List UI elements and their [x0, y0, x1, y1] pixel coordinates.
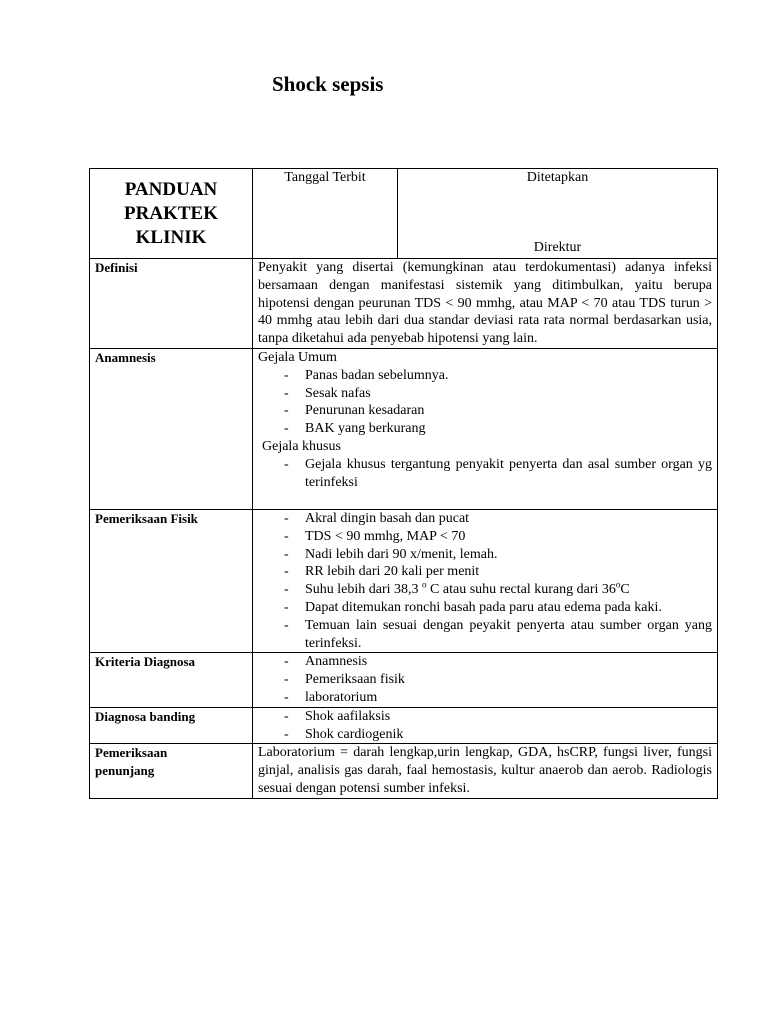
list-item: - Akral dingin basah dan pucat: [280, 510, 712, 528]
anamnesis-content: [253, 348, 718, 509]
ditetapkan-cell: [398, 169, 718, 259]
pemeriksaan-fisik-label: Pemeriksaan Fisik: [90, 509, 253, 652]
list-item: - Shok cardiogenik: [280, 726, 712, 744]
list-item: - Sesak nafas: [280, 385, 712, 403]
degree-mark: o: [422, 579, 427, 590]
header-row: [90, 169, 718, 259]
gejala-umum-list: [258, 367, 712, 438]
list-item: - TDS < 90 mmhg, MAP < 70: [280, 528, 712, 546]
definisi-text: Penyakit yang disertai (kemungkinan atau terdokumentasi) adanya infeksi bersamaan dengan manifestasi sistemik yang ditimbulkan, yaitu berupa hipotensi dengan peurunan TDS < 90 mmhg, atau MAP < 70 atau TDS turun > 40 mmhg atau lebih dari dua standar deviasi rata rata normal berdasarkan usia, tanpa diketahui ada penyebab hipotensi yang lain.: [253, 259, 718, 349]
gejala-khusus-title: Gejala khusus: [262, 438, 341, 454]
degree-mark: o: [615, 579, 621, 590]
guideline-heading-line: PRAKTEK: [124, 202, 218, 224]
guideline-heading: [90, 169, 253, 259]
pemeriksaan-fisik-list: [258, 510, 712, 652]
diagnosa-banding-row: [90, 707, 718, 744]
list-item: - Panas badan sebelumnya.: [280, 367, 712, 385]
pemeriksaan-penunjang-text: Laboratorium = darah lengkap,urin lengkap, GDA, hsCRP, fungsi liver, fungsi ginjal, analisis gas darah, faal hemostasis, kultur anaerob dan aerob. Radiologis sesuai dengan potensi sumber infeksi.: [253, 744, 718, 798]
definisi-label: Definisi: [90, 259, 253, 349]
tanggal-terbit-cell: [253, 169, 398, 259]
list-item: - Pemeriksaan fisik: [280, 671, 712, 689]
label-line: penunjang: [95, 763, 155, 779]
pemeriksaan-fisik-row: [90, 509, 718, 652]
label-line: Pemeriksaan: [95, 745, 168, 761]
kriteria-diagnosa-list: [258, 653, 712, 706]
document-title: Shock sepsis: [272, 72, 384, 96]
anamnesis-label: Anamnesis: [90, 348, 253, 509]
list-item: - Shok aafilaksis: [280, 708, 712, 726]
ditetapkan-label: Ditetapkan: [526, 170, 589, 185]
tanggal-terbit-label: Tanggal Terbit: [284, 170, 366, 185]
list-item: - Anamnesis: [280, 653, 712, 671]
direktur-label: Direktur: [533, 240, 582, 256]
pemeriksaan-penunjang-row: [90, 744, 718, 798]
kriteria-diagnosa-content: [253, 653, 718, 707]
list-item: - laboratorium: [280, 689, 712, 707]
list-item: - Dapat ditemukan ronchi basah pada paru atau edema pada kaki.: [280, 599, 712, 617]
suhu-text-part: C: [620, 582, 630, 598]
list-item: - BAK yang berkurang: [280, 420, 712, 438]
diagnosa-banding-list: [258, 708, 712, 744]
list-item: - Nadi lebih dari 90 x/menit, lemah.: [280, 546, 712, 564]
anamnesis-row: [90, 348, 718, 509]
suhu-text-part: Suhu lebih dari 38,3: [305, 582, 423, 598]
gejala-umum-title: Gejala Umum: [258, 349, 337, 365]
suhu-list-item: [280, 581, 712, 599]
kriteria-diagnosa-label: Kriteria Diagnosa: [90, 653, 253, 707]
guideline-heading-line: PANDUAN: [124, 178, 218, 200]
diagnosa-banding-label: Diagnosa banding: [90, 707, 253, 744]
list-item: - RR lebih dari 20 kali per menit: [280, 563, 712, 581]
clinical-guideline-table: [89, 168, 718, 799]
list-item: - Gejala khusus tergantung penyakit penyerta dan asal sumber organ yg terinfeksi: [280, 456, 712, 492]
pemeriksaan-penunjang-label: [90, 744, 253, 798]
definisi-row: [90, 259, 718, 349]
guideline-heading-line: KLINIK: [135, 226, 207, 248]
pemeriksaan-fisik-content: [253, 509, 718, 652]
diagnosa-banding-content: [253, 707, 718, 744]
gejala-khusus-list: [258, 456, 712, 492]
suhu-text-part: C atau suhu rectal kurang dari 36: [426, 582, 616, 598]
list-item: - Penurunan kesadaran: [280, 402, 712, 420]
kriteria-diagnosa-row: [90, 653, 718, 707]
list-item: - Temuan lain sesuai dengan peyakit penyerta atau sumber organ yang terinfeksi.: [280, 617, 712, 653]
